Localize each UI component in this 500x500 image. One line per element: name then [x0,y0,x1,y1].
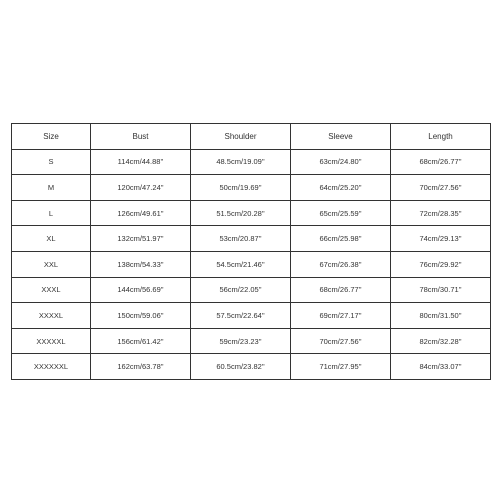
table-row [12,175,491,201]
shoulder-cell: 54.5cm/21.46'' [191,251,291,277]
bust-cell: 132cm/51.97'' [91,226,191,252]
size-cell: M [12,175,91,201]
bust-cell: 120cm/47.24'' [91,175,191,201]
sleeve-cell: 71cm/27.95'' [291,354,391,380]
shoulder-cell: 60.5cm/23.82'' [191,354,291,380]
header-shoulder: Shoulder [191,124,291,150]
length-cell: 72cm/28.35'' [391,200,491,226]
size-cell: XXXXL [12,303,91,329]
size-chart-table [11,123,491,380]
table-row [12,303,491,329]
length-cell: 82cm/32.28'' [391,328,491,354]
table-header-row [12,124,491,150]
header-bust: Bust [91,124,191,150]
sleeve-cell: 65cm/25.59'' [291,200,391,226]
sleeve-cell: 69cm/27.17'' [291,303,391,329]
header-size: Size [12,124,91,150]
table-row [12,200,491,226]
size-cell: XXL [12,251,91,277]
length-cell: 74cm/29.13'' [391,226,491,252]
table-row [12,277,491,303]
length-cell: 84cm/33.07'' [391,354,491,380]
table-row [12,251,491,277]
size-chart-body [12,149,491,379]
shoulder-cell: 48.5cm/19.09'' [191,149,291,175]
sleeve-cell: 64cm/25.20'' [291,175,391,201]
size-cell: XL [12,226,91,252]
table-row [12,149,491,175]
sleeve-cell: 67cm/26.38'' [291,251,391,277]
length-cell: 80cm/31.50'' [391,303,491,329]
bust-cell: 156cm/61.42'' [91,328,191,354]
length-cell: 68cm/26.77'' [391,149,491,175]
bust-cell: 138cm/54.33'' [91,251,191,277]
bust-cell: 126cm/49.61'' [91,200,191,226]
table-row [12,328,491,354]
sleeve-cell: 68cm/26.77'' [291,277,391,303]
size-cell: S [12,149,91,175]
header-sleeve: Sleeve [291,124,391,150]
size-cell: XXXL [12,277,91,303]
shoulder-cell: 59cm/23.23'' [191,328,291,354]
table-row [12,354,491,380]
shoulder-cell: 56cm/22.05'' [191,277,291,303]
table-row [12,226,491,252]
length-cell: 78cm/30.71'' [391,277,491,303]
shoulder-cell: 53cm/20.87'' [191,226,291,252]
bust-cell: 150cm/59.06'' [91,303,191,329]
shoulder-cell: 51.5cm/20.28'' [191,200,291,226]
size-cell: XXXXXXL [12,354,91,380]
bust-cell: 144cm/56.69'' [91,277,191,303]
bust-cell: 114cm/44.88'' [91,149,191,175]
length-cell: 70cm/27.56'' [391,175,491,201]
bust-cell: 162cm/63.78'' [91,354,191,380]
header-length: Length [391,124,491,150]
size-cell: L [12,200,91,226]
length-cell: 76cm/29.92'' [391,251,491,277]
sleeve-cell: 63cm/24.80'' [291,149,391,175]
sleeve-cell: 70cm/27.56'' [291,328,391,354]
shoulder-cell: 50cm/19.69'' [191,175,291,201]
size-cell: XXXXXL [12,328,91,354]
shoulder-cell: 57.5cm/22.64'' [191,303,291,329]
sleeve-cell: 66cm/25.98'' [291,226,391,252]
